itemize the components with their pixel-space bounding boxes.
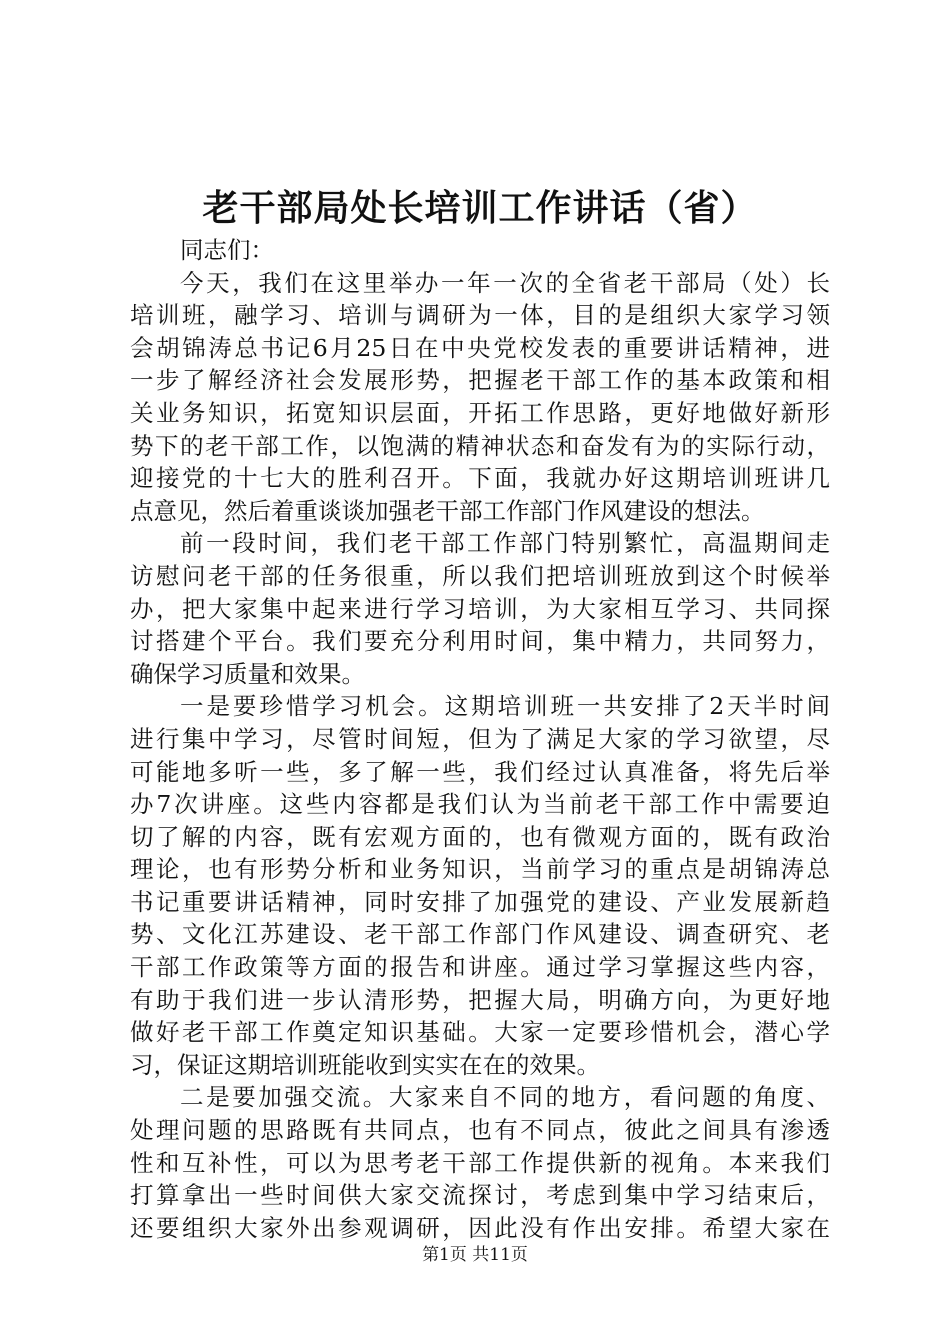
text-line: 性和互补性，可以为思考老干部工作提供新的视角。本来我们 [130,1148,830,1177]
text-line: 访慰问老干部的任务很重，所以我们把培训班放到这个时候举 [130,561,830,590]
text-line: 确保学习质量和效果。 [130,659,365,688]
text-line: 切了解的内容，既有宏观方面的，也有微观方面的，既有政治 [130,822,830,851]
text-line: 讨搭建个平台。我们要充分利用时间，集中精力，共同努力， [130,627,830,656]
text-line: 理论，也有形势分析和业务知识，当前学习的重点是胡锦涛总 [130,855,830,884]
text-line: 势下的老干部工作，以饱满的精神状态和奋发有为的实际行动， [130,431,830,460]
page-footer: 第1页 共11页 [422,1245,528,1265]
document-body [130,234,830,1244]
text-line: 打算拿出一些时间供大家交流探讨，考虑到集中学习结束后， [130,1181,830,1210]
text-line: 关业务知识，拓宽知识层面，开拓工作思路，更好地做好新形 [130,398,830,427]
text-line: 点意见，然后着重谈谈加强老干部工作部门作风建设的想法。 [130,496,765,525]
text-line: 办，把大家集中起来进行学习培训，为大家相互学习、共同探 [130,594,830,623]
document-title: 老干部局处长培训工作讲话（省） [202,187,758,229]
text-line: 干部工作政策等方面的报告和讲座。通过学习掌握这些内容， [130,953,830,982]
text-line: 进行集中学习，尽管时间短，但为了满足大家的学习欲望，尽 [130,724,830,753]
text-line: 一步了解经济社会发展形势，把握老干部工作的基本政策和相 [130,366,830,395]
text-line: 办7次讲座。这些内容都是我们认为当前老干部工作中需要迫 [130,790,830,819]
text-line: 培训班，融学习、培训与调研为一体，目的是组织大家学习领 [130,301,830,330]
text-line: 做好老干部工作奠定知识基础。大家一定要珍惜机会，潜心学 [130,1018,830,1047]
text-line: 还要组织大家外出参观调研，因此没有作出安排。希望大家在 [130,1213,830,1242]
text-line: 前一段时间，我们老干部工作部门特别繁忙，高温期间走 [180,529,830,558]
text-line: 有助于我们进一步认清形势，把握大局，明确方向，为更好地 [130,985,830,1014]
text-line: 处理问题的思路既有共同点，也有不同点，彼此之间具有渗透 [130,1116,830,1145]
text-line: 一是要珍惜学习机会。这期培训班一共安排了2天半时间 [180,692,830,721]
text-line: 可能地多听一些，多了解一些，我们经过认真准备，将先后举 [130,757,830,786]
text-line: 习，保证这期培训班能收到实实在在的效果。 [130,1050,600,1079]
text-line: 会胡锦涛总书记6月25日在中央党校发表的重要讲话精神，进 [130,333,830,362]
text-line: 二是要加强交流。大家来自不同的地方，看问题的角度、 [180,1083,830,1112]
text-line: 同志们： [180,236,274,264]
text-line: 势、文化江苏建设、老干部工作部门作风建设、调查研究、老 [130,920,830,949]
text-line: 书记重要讲话精神，同时安排了加强党的建设、产业发展新趋 [130,887,830,916]
text-line: 今天，我们在这里举办一年一次的全省老干部局（处）长 [180,268,830,297]
text-line: 迎接党的十七大的胜利召开。下面，我就办好这期培训班讲几 [130,464,830,493]
